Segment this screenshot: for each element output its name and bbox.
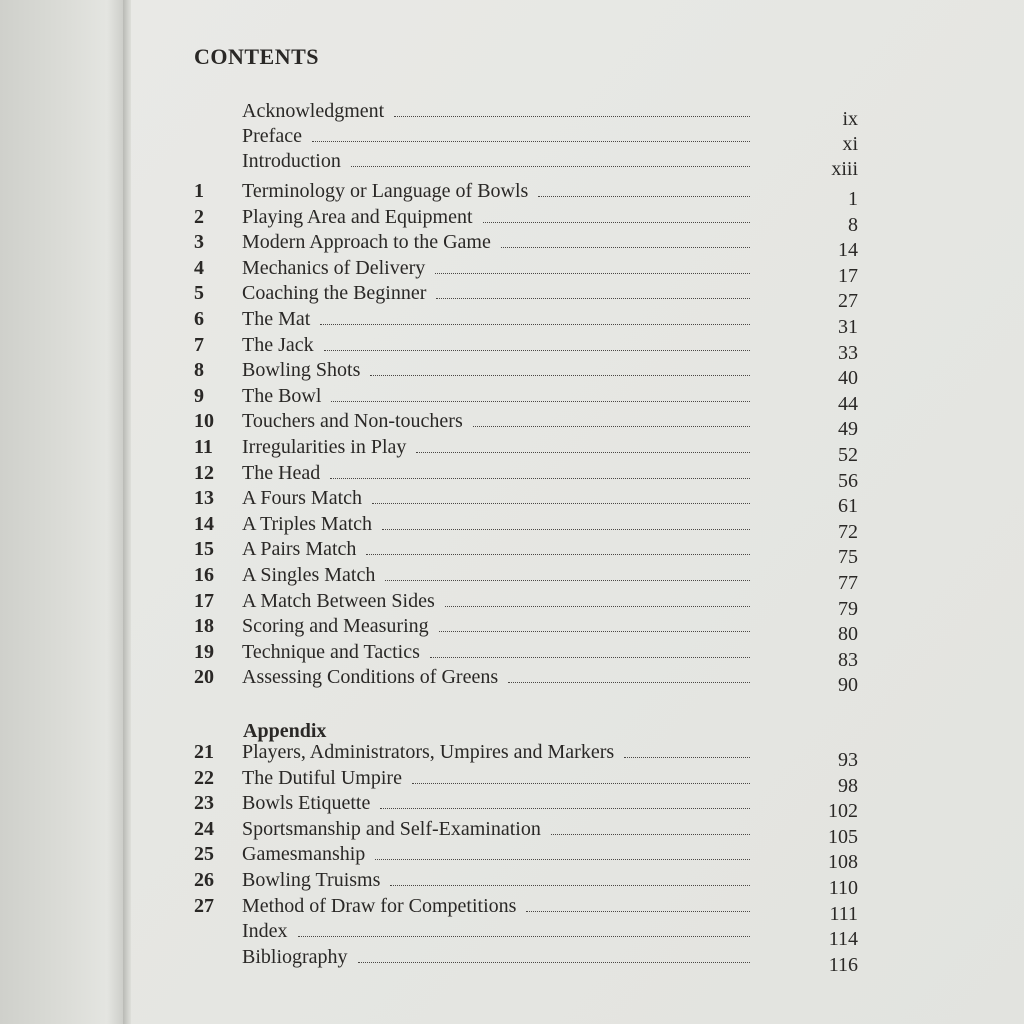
toc-entry <box>0 461 1024 492</box>
entry-title: Irregularities in Play <box>242 436 407 458</box>
page-number: 72 <box>838 520 858 543</box>
entry-title: Players, Administrators, Umpires and Markers <box>242 741 615 763</box>
entry-title: Sportsmanship and Self-Examination <box>242 817 541 840</box>
page-number: 8 <box>848 213 858 236</box>
dot-leader <box>382 529 750 530</box>
toc-entry <box>0 945 1024 976</box>
toc-entry <box>0 766 1024 797</box>
chapter-number: 20 <box>194 666 214 689</box>
toc-entry <box>0 180 1024 210</box>
dot-leader <box>473 426 750 427</box>
toc-entry <box>0 231 1024 262</box>
page-number: 49 <box>838 418 858 441</box>
chapter-number: 13 <box>194 487 214 510</box>
page-number: ix <box>842 108 858 130</box>
chapter-number: 23 <box>194 792 214 815</box>
dot-leader <box>394 116 750 117</box>
toc-entry <box>0 843 1024 874</box>
toc-entry <box>0 150 1024 180</box>
toc-entry <box>0 538 1024 569</box>
entry-title: The Head <box>242 461 321 484</box>
dot-leader <box>483 222 750 223</box>
toc-entry <box>0 384 1024 415</box>
dot-leader <box>390 885 750 886</box>
dot-leader <box>330 478 750 479</box>
entry-title: Modern Approach to the Game <box>242 231 491 254</box>
entry-title: The Bowl <box>242 384 322 407</box>
page-number: 83 <box>838 648 858 671</box>
toc-entry <box>0 817 1024 848</box>
entry-title: Touchers and Non-touchers <box>242 410 463 433</box>
dot-leader <box>380 808 750 809</box>
chapter-number: 25 <box>194 843 214 866</box>
chapter-number: 15 <box>194 538 214 561</box>
entry-title: Assessing Conditions of Greens <box>242 666 499 689</box>
chapter-number: 5 <box>194 282 204 305</box>
toc-entry <box>0 125 1024 155</box>
toc-entry <box>0 564 1024 594</box>
chapter-number: 14 <box>194 512 214 535</box>
page-number: xiii <box>831 158 858 180</box>
page-number: 93 <box>838 749 858 771</box>
dot-leader <box>366 554 750 555</box>
entry-title: Index <box>242 920 288 943</box>
dot-leader <box>435 273 750 274</box>
entry-title: Bowling Shots <box>242 359 361 382</box>
dot-leader <box>331 401 750 402</box>
page-number: 75 <box>838 546 858 569</box>
entry-title: Mechanics of Delivery <box>242 256 426 279</box>
page-number: 90 <box>838 674 858 697</box>
page-number: 98 <box>838 774 858 797</box>
dot-leader <box>412 783 750 784</box>
chapter-number: 24 <box>194 817 214 840</box>
page-number: 52 <box>838 444 858 466</box>
toc-entry <box>0 666 1024 697</box>
chapter-number: 17 <box>194 589 214 612</box>
chapter-number: 18 <box>194 615 214 638</box>
chapter-number: 26 <box>194 869 214 891</box>
entry-title: Terminology or Language of Bowls <box>242 180 529 202</box>
toc-entry <box>0 869 1024 899</box>
dot-leader <box>436 298 750 299</box>
page-number: 31 <box>838 316 858 338</box>
entry-title: Scoring and Measuring <box>242 615 429 638</box>
chapter-number: 19 <box>194 640 214 663</box>
entry-title: A Match Between Sides <box>242 589 435 612</box>
page-number: 40 <box>838 367 858 390</box>
entry-title: Introduction <box>242 150 341 172</box>
dot-leader <box>298 936 750 937</box>
page-number: 116 <box>828 953 858 976</box>
entry-title: Method of Draw for Competitions <box>242 894 517 917</box>
entry-title: Playing Area and Equipment <box>242 205 473 228</box>
toc-entry <box>0 100 1024 130</box>
toc-entry <box>0 308 1024 338</box>
entry-title: A Fours Match <box>242 487 362 510</box>
dot-leader <box>370 375 750 376</box>
page-number: 108 <box>828 851 858 874</box>
entry-title: A Triples Match <box>242 512 373 535</box>
page-number: 44 <box>838 392 858 415</box>
dot-leader <box>351 166 750 167</box>
chapter-number: 7 <box>194 333 204 356</box>
toc-entry <box>0 640 1024 671</box>
toc-entry <box>0 436 1024 466</box>
dot-leader <box>312 141 750 142</box>
entry-title: Technique and Tactics <box>242 640 420 663</box>
toc-entry <box>0 741 1024 771</box>
dot-leader <box>358 962 750 963</box>
chapter-number: 10 <box>194 410 214 433</box>
page-number: 33 <box>838 341 858 364</box>
entry-title: Bibliography <box>242 945 348 968</box>
toc-entry <box>0 359 1024 390</box>
chapter-number: 12 <box>194 461 214 484</box>
dot-leader <box>551 834 750 835</box>
entry-title: A Pairs Match <box>242 538 357 561</box>
toc-entry <box>0 615 1024 646</box>
chapter-number: 22 <box>194 766 214 789</box>
chapter-number: 6 <box>194 308 204 330</box>
dot-leader <box>445 606 750 607</box>
toc-entry <box>0 792 1024 823</box>
toc-entry <box>0 282 1024 313</box>
toc-entry <box>0 894 1024 925</box>
page-number: 111 <box>829 902 858 925</box>
entry-title: Bowls Etiquette <box>242 792 371 815</box>
chapter-number: 8 <box>194 359 204 382</box>
dot-leader <box>375 859 750 860</box>
page-number: 17 <box>838 264 858 287</box>
dot-leader <box>324 350 750 351</box>
page-number: 14 <box>838 239 858 262</box>
entry-title: A Singles Match <box>242 564 376 586</box>
chapter-number: 16 <box>194 564 214 586</box>
toc-entry <box>0 920 1024 951</box>
entry-title: The Jack <box>242 333 314 356</box>
dot-leader <box>624 757 750 758</box>
dot-leader <box>372 503 750 504</box>
dot-leader <box>508 682 750 683</box>
page-number: 27 <box>838 290 858 313</box>
dot-leader <box>501 247 750 248</box>
chapter-number: 27 <box>194 894 214 917</box>
entry-title: The Mat <box>242 308 311 330</box>
toc-entry <box>0 589 1024 620</box>
toc-entry <box>0 205 1024 236</box>
toc-entry <box>0 256 1024 287</box>
dot-leader <box>320 324 750 325</box>
page-number: 1 <box>848 188 858 210</box>
toc-entry <box>0 487 1024 518</box>
page-number: 77 <box>838 572 858 594</box>
chapter-number: 4 <box>194 256 204 279</box>
entry-title: Gamesmanship <box>242 843 366 866</box>
dot-leader <box>526 911 750 912</box>
dot-leader <box>439 631 750 632</box>
toc-entry <box>0 512 1024 543</box>
entry-title: Bowling Truisms <box>242 869 381 891</box>
entry-title: Preface <box>242 125 302 147</box>
page-number: 61 <box>838 495 858 518</box>
toc-entry <box>0 410 1024 441</box>
page-number: 80 <box>838 623 858 646</box>
chapter-number: 3 <box>194 231 204 254</box>
page-number: xi <box>842 133 858 155</box>
page-number: 105 <box>828 825 858 848</box>
dot-leader <box>538 196 750 197</box>
entry-title: The Dutiful Umpire <box>242 766 402 789</box>
chapter-number: 1 <box>194 180 204 202</box>
contents-heading: CONTENTS <box>194 44 320 69</box>
chapter-number: 21 <box>194 741 214 763</box>
toc-entry <box>0 333 1024 364</box>
entry-title: Acknowledgment <box>242 100 385 122</box>
dot-leader <box>416 452 750 453</box>
dot-leader <box>430 657 750 658</box>
page-number: 114 <box>828 928 858 951</box>
chapter-number: 11 <box>194 436 213 458</box>
chapter-number: 9 <box>194 384 204 407</box>
page-number: 79 <box>838 597 858 620</box>
page-number: 102 <box>828 800 858 823</box>
chapter-number: 2 <box>194 205 204 228</box>
dot-leader <box>385 580 750 581</box>
appendix-heading: Appendix <box>243 720 327 742</box>
page-number: 56 <box>838 469 858 492</box>
entry-title: Coaching the Beginner <box>242 282 427 305</box>
page-number: 110 <box>828 877 858 899</box>
